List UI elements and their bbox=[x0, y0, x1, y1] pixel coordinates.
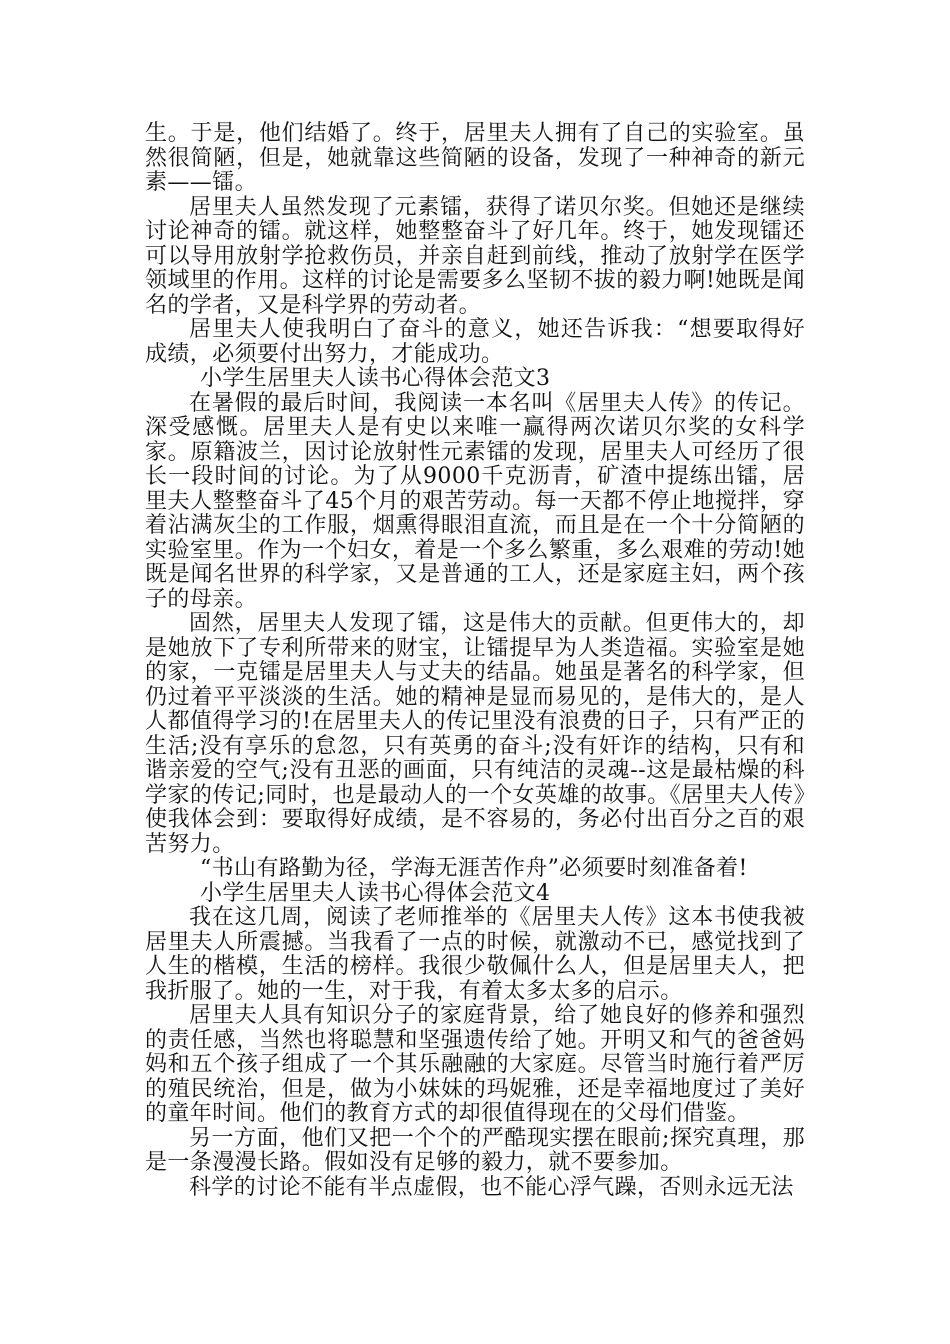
paragraph: 居里夫人具有知识分子的家庭背景，给了她良好的修养和强烈的责任感，当然也将聪慧和坚强遗传给了她。开明又和气的爸爸妈妈和五个孩子组成了一个其乐融融的大家庭。尽管当时施行着严厉的殖民统治，但是，做为小妹妹的玛妮雅，还是幸福地度过了美好的童年时间。他们的教育方式的却很值得现在的父母们借鉴。 bbox=[145, 1003, 805, 1126]
paragraph: 生。于是，他们结婚了。终于，居里夫人拥有了自己的实验室。虽然很简陋，但是，她就靠这些简陋的设备，发现了一种神奇的新元素——镭。 bbox=[145, 121, 805, 195]
paragraph: 另一方面，他们又把一个个的严酷现实摆在眼前;探究真理，那是一条漫漫长路。假如没有足够的毅力，就不要参加。 bbox=[145, 1125, 805, 1175]
section-heading: 小学生居里夫人读书心得体会范文3 bbox=[200, 366, 551, 391]
document-page bbox=[145, 122, 805, 1200]
quote-line: “书山有路勤为径，学海无涯苦作舟”必须要时刻准备着! bbox=[200, 856, 748, 881]
paragraph: 在暑假的最后时间，我阅读一本名叫《居里夫人传》的传记。深受感慨。居里夫人是有史以来唯一赢得两次诺贝尔奖的女科学家。原籍波兰，因讨论放射性元素镭的发现，居里夫人可经历了很长一段时间的讨论。为了从9000千克沥青，矿渣中提练出镭，居里夫人整整奋斗了45个月的艰苦劳动。每一天都不停止地搅拌，穿着沾满灰尘的工作服，烟熏得眼泪直流，而且是在一个十分简陋的实验室里。作为一个妇女，着是一个多么繁重，多么艰难的劳动!她既是闻名世界的科学家，又是普通的工人，还是家庭主妇，两个孩子的母亲。 bbox=[145, 390, 805, 612]
section-heading: 小学生居里夫人读书心得体会范文4 bbox=[200, 880, 551, 906]
paragraph: 居里夫人虽然发现了元素镭，获得了诺贝尔奖。但她还是继续讨论神奇的镭。就这样，她整整奋斗了好几年。终于，她发现镭还可以导用放射学抢救伤员，并亲自赶到前线，推动了放射学在医学领域里的作用。这样的讨论是需要多么坚韧不拔的毅力啊!她既是闻名的学者，又是科学界的劳动者。 bbox=[145, 194, 805, 318]
paragraph: 固然，居里夫人发现了镭，这是伟大的贡献。但更伟大的，却是她放下了专利所带来的财宝，让镭提早为人类造福。实验室是她的家，一克镭是居里夫人与丈夫的结晶。她虽是著名的科学家，但仍过着平平淡淡的生活。她的精神是显而易见的，是伟大的，是人人都值得学习的!在居里夫人的传记里没有浪费的日子，只有严正的生活;没有享乐的怠忽，只有英勇的奋斗;没有奸诈的结构，只有和谐亲爱的空气;没有丑恶的画面，只有纯洁的灵魂--这是最枯燥的科学家的传记;同时，也是最动人的一个女英雄的故事。《居里夫人传》使我体会到：要取得好成绩，是不容易的，务必付出百分之百的艰苦努力。 bbox=[145, 611, 805, 857]
paragraph: 居里夫人使我明白了奋斗的意义，她还告诉我：“想要取得好成绩，必须要付出努力，才能成功。 bbox=[145, 317, 805, 367]
paragraph: 科学的讨论不能有半点虚假，也不能心浮气躁，否则永远无法 bbox=[189, 1174, 794, 1200]
paragraph: 我在这几周，阅读了老师推举的《居里夫人传》这本书使我被居里夫人所震撼。当我看了一点的时候，就激动不已，感觉找到了人生的楷模，生活的榜样。我很少敬佩什么人，但是居里夫人，把我折服了。她的一生，对于我，有着太多太多的启示。 bbox=[145, 905, 805, 1004]
